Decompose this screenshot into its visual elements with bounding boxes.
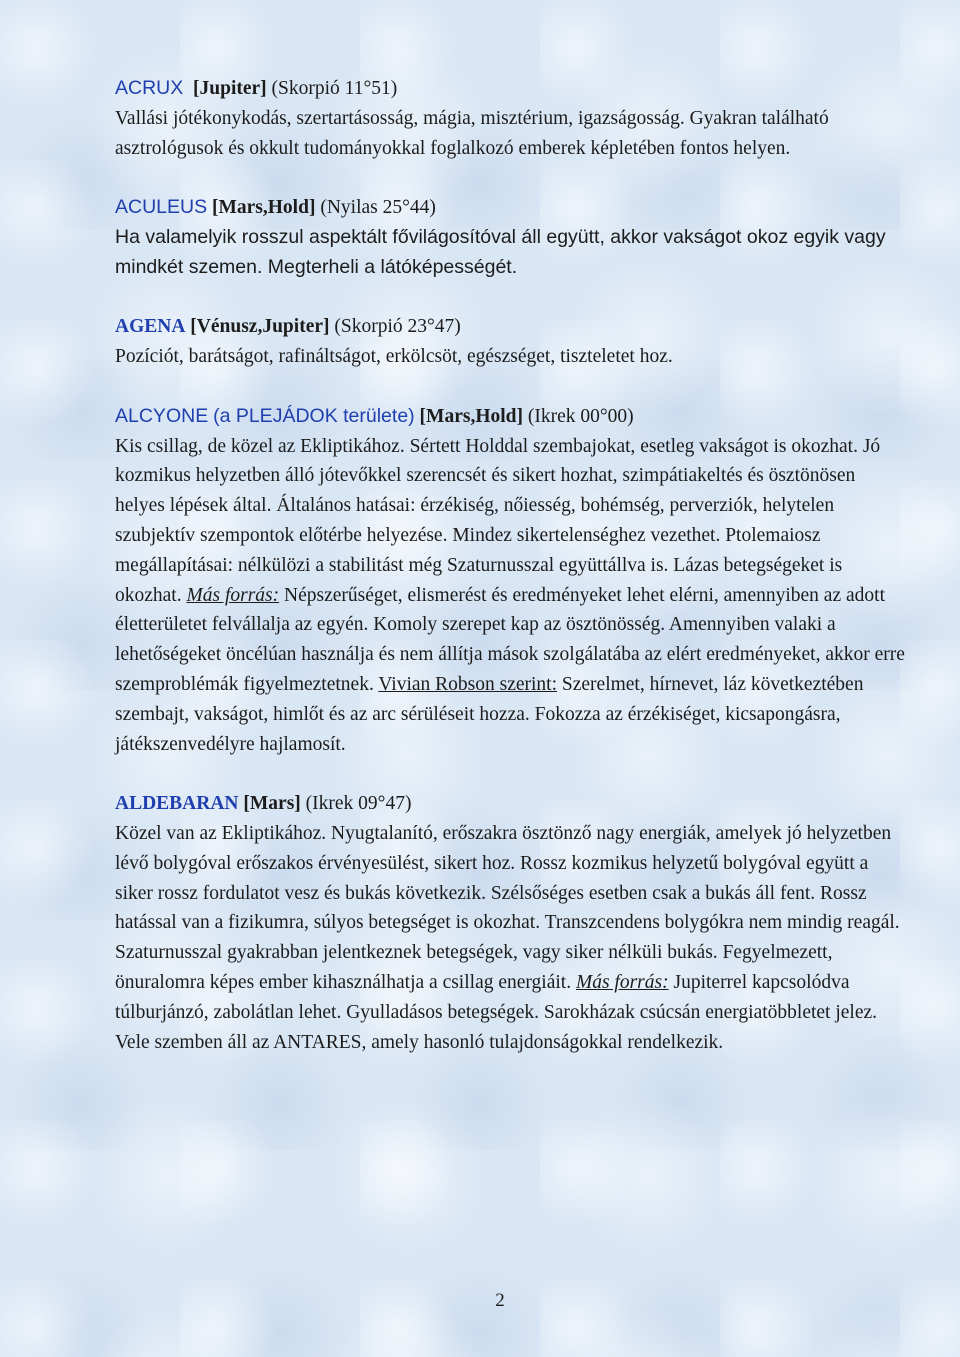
page-number: 2 [495,1290,505,1311]
page-content [115,74,905,1087]
entry-acrux [115,74,905,163]
star-name: ALCYONE [115,404,209,427]
zodiac-position: (Ikrek 09°47) [305,793,412,815]
zodiac-position: (Skorpió 23°47) [334,316,461,338]
entry-heading [115,312,905,342]
planets: [Mars] [243,793,301,815]
entry-text: Pozíciót, barátságot, rafináltságot, erkölcsöt, egészséget, tiszteletet hoz. [115,346,673,368]
entry-alcyone [115,402,905,760]
source-label: Más forrás: [575,971,669,993]
source-text: Szerelmet, hírnevet, láz következtében szembajt, vakságot, himlőt és az arc sérüléseit hozza. Fokozza az érzékiséget, kicsapongásra, játékszenvedélyre hajlamosít. [115,673,864,755]
zodiac-position: (Nyilas 25°44) [320,197,436,219]
entry-heading [115,74,905,104]
source-text: Jupiterrel kapcsolódva túlburjánzó, zabolátlan lehet. Gyulladásos betegségek. Sarokházak csúcsán energiatöbbletet jelez. [115,971,878,1023]
entry-text [115,819,905,1028]
entry-text [115,432,905,760]
source-label: Vivian Robson szerint: [378,673,558,695]
star-name: ALDEBARAN [115,793,239,815]
star-region: (a PLEJÁDOK területe) [213,404,415,427]
entry-text: Ha valamelyik rosszul aspektált fővilágosítóval áll együtt, akkor vakságot okoz egyik vagy mindkét szemen. Megterheli a látóképességét. [115,225,886,278]
entry-heading [115,193,905,223]
entry-aculeus [115,193,905,282]
entry-aldebaran [115,789,905,1057]
star-name: ACRUX [115,77,184,99]
entry-text-main: Kis csillag, de közel az Ekliptikához. Sértett Holddal szembajokat, esetleg vakságot is okozhat. Jó kozmikus helyzetben álló jótevőkkel szerencsét és sikert hozhat, szimpátiakeltés és ösztönösen helyes lépések által. Általános hatásai: érzékiség, nőiesség, bohémség, perverziók, helytelen szubjektív szempontok előtérbe helyezése. Mindez sikertelenséghez vezethet. Ptolemaiosz megállapításai: nélkülözi a stabilitást még Szaturnusszal együttállva is. Lázas betegségeket is okozhat. [115,435,881,606]
planets: [Mars,Hold] [419,405,523,427]
star-name: AGENA [115,316,186,338]
star-name: ACULEUS [115,196,208,219]
entry-text: Vallási jótékonykodás, szertartásosság, mágia, misztérium, igazságosság. Gyakran található asztrológusok és okkult tudományokkal foglalkozó emberek képletében fontos helyen. [115,107,829,159]
entry-heading [115,789,905,819]
entry-text-main: Közel van az Ekliptikához. Nyugtalanító, erőszakra ösztönző nagy energiák, amelyek jó helyzetben lévő bolygóval erőszakos érvényesülést, sikert hoz. Rossz kozmikus helyzetű bolygóval együtt a siker rossz fordulatot vesz és bukás következik. Szélsőséges esetben csak a bukás áll fent. Rossz hatással van a fizikumra, súlyos betegséget is okozhat. Transzcendens bolygókra nem mindig reagál. Szaturnusszal gyakrabban jelentkeznek betegségek, vagy siker nélküli bukás. Fegyelmezett, önuralomra képes ember kihasználhatja a csillag energiáit. [115,822,900,993]
entry-heading [115,402,905,432]
entry-agena [115,312,905,372]
planets: [Jupiter] [193,78,267,99]
source-label: Más forrás: [186,584,280,606]
planets: [Vénusz,Jupiter] [190,316,330,338]
zodiac-position: (Skorpió 11°51) [271,78,398,99]
entry-closing: Vele szemben áll az ANTARES, amely hasonló tulajdonságokkal rendelkezik. [115,1031,724,1053]
zodiac-position: (Ikrek 00°00) [527,405,634,427]
source-text: Népszerűséget, elismerést és eredményeket lehet elérni, amennyiben az adott életterületet felvállalja az egyén. Komoly szerepet kap az ösztönösség. Amennyiben valaki a lehetőségeket öncélúan használja és nem állítja mások szolgálatába az elért eredményeket, akkor erre szemproblémák figyelmeztetnek. [115,584,905,695]
planets: [Mars,Hold] [212,197,316,219]
